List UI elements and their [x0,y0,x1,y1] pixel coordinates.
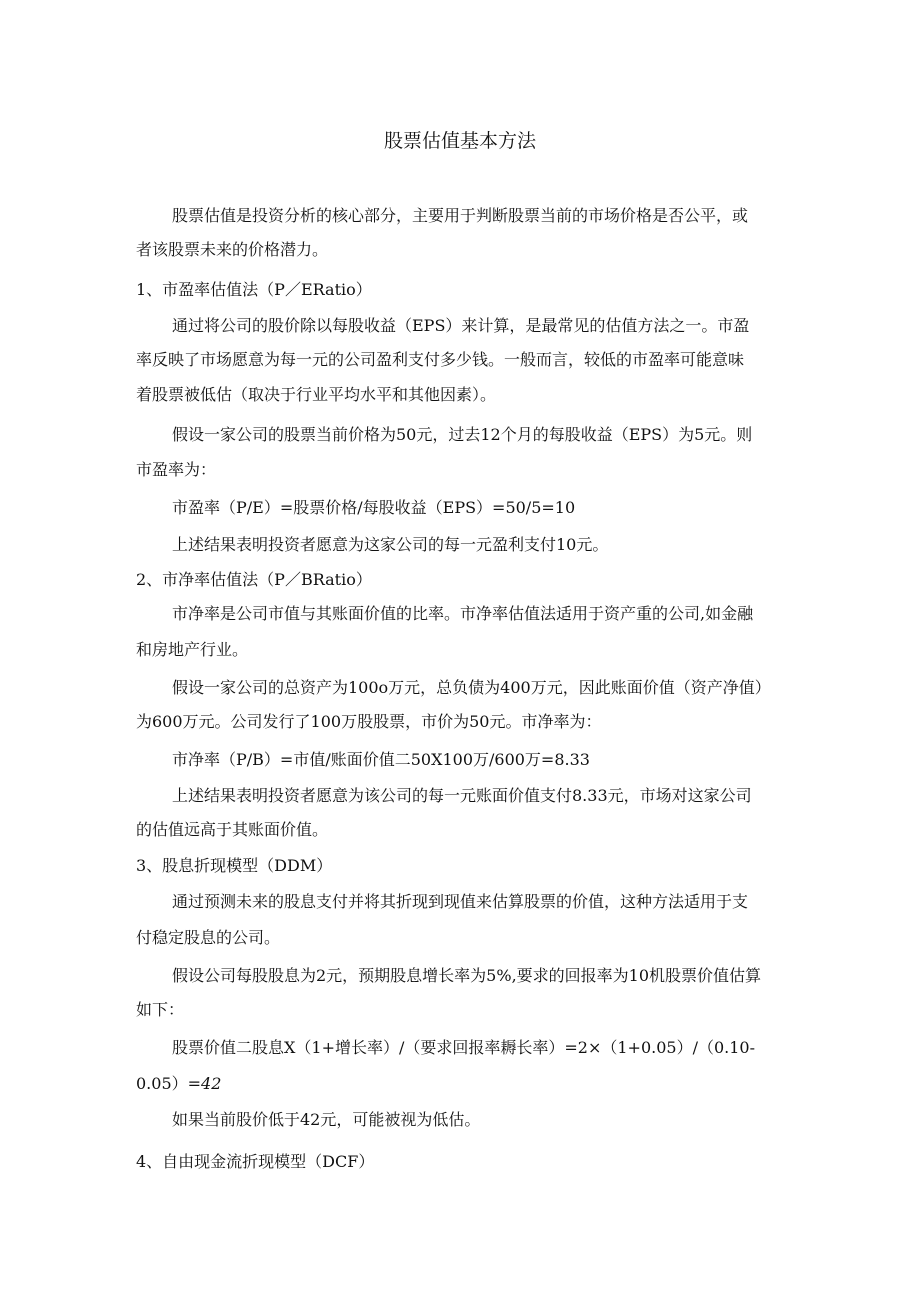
section-1-paragraph-2-line-2: 市盈率为： [136,460,217,479]
section-2-result-line-2: 的估值远高于其账面价值。 [136,820,329,839]
section-2-formula: 市净率（P/B）=市值/账面价值二50X100万/600万=8.33 [172,750,590,769]
section-2-paragraph-1-line-1: 市净率是公司市值与其账面价值的比率。市净率估值法适用于资产重的公司,如金融 [172,604,754,623]
section-3-paragraph-1-line-1: 通过预测未来的股息支付并将其折现到现值来估算股票的价值，这种方法适用于支 [172,892,749,911]
section-1-result: 上述结果表明投资者愿意为这家公司的每一元盈利支付10元。 [172,535,609,554]
section-3-formula-line-2 [136,1074,221,1094]
section-1-formula: 市盈率（P/E）=股票价格/每股收益（EPS）=50/5=10 [172,498,576,517]
section-2-result-line-1: 上述结果表明投资者愿意为该公司的每一元账面价值支付8.33元，市场对这家公司 [172,786,752,805]
section-3-paragraph-2-line-2: 如下： [136,1000,185,1019]
section-3-heading: 3、股息折现模型（DDM） [136,856,333,875]
section-3-paragraph-2-line-1: 假设公司每股股息为2元，预期股息增长率为5%,要求的回报率为10机股票价值估算 [172,966,762,985]
section-1-paragraph-1-line-2: 率反映了市场愿意为每一元的公司盈利支付多少钱。一般而言，较低的市盈率可能意味 [136,350,745,369]
section-1-paragraph-1-line-1: 通过将公司的股价除以每股收益（EPS）来计算，是最常见的估值方法之一。市盈 [172,316,750,335]
section-2-heading: 2、市净率估值法（P／BRatio） [136,570,372,589]
section-2-paragraph-2-line-2: 为600万元。公司发行了100万股股票，市价为50元。市净率为： [136,712,602,731]
section-3-result: 如果当前股价低于42元，可能被视为低估。 [172,1110,481,1129]
document-title: 股票估值基本方法 [383,130,536,152]
section-3-formula-line-1: 股票价值二股息X（1+增长率）/（要求回报率耨长率）=2×（1+0.05）/（0.10- [172,1038,755,1057]
section-2-paragraph-1-line-2: 和房地产行业。 [136,640,249,659]
section-1-heading: 1、市盈率估值法（P／ERatio） [136,280,372,299]
section-4-heading: 4、自由现金流折现模型（DCF） [136,1152,375,1171]
intro-line-2: 者该股票未来的价格潜力。 [136,240,329,259]
section-1-paragraph-1-line-3: 着股票被低估（取决于行业平均水平和其他因素）。 [136,385,497,404]
section-3-formula-denominator: 0.05） [136,1074,188,1093]
section-3-paragraph-1-line-2: 付稳定股息的公司。 [136,928,281,947]
section-1-paragraph-2-line-1: 假设一家公司的股票当前价格为50元，过去12个月的每股收益（EPS）为5元。则 [172,425,753,444]
section-3-formula-result: =42 [187,1074,222,1093]
section-2-paragraph-2-line-1: 假设一家公司的总资产为100o万元，总负债为400万元，因此账面价值（资产净值） [172,678,771,697]
intro-line-1: 股票估值是投资分析的核心部分，主要用于判断股票当前的市场价格是否公平，或 [172,206,749,225]
